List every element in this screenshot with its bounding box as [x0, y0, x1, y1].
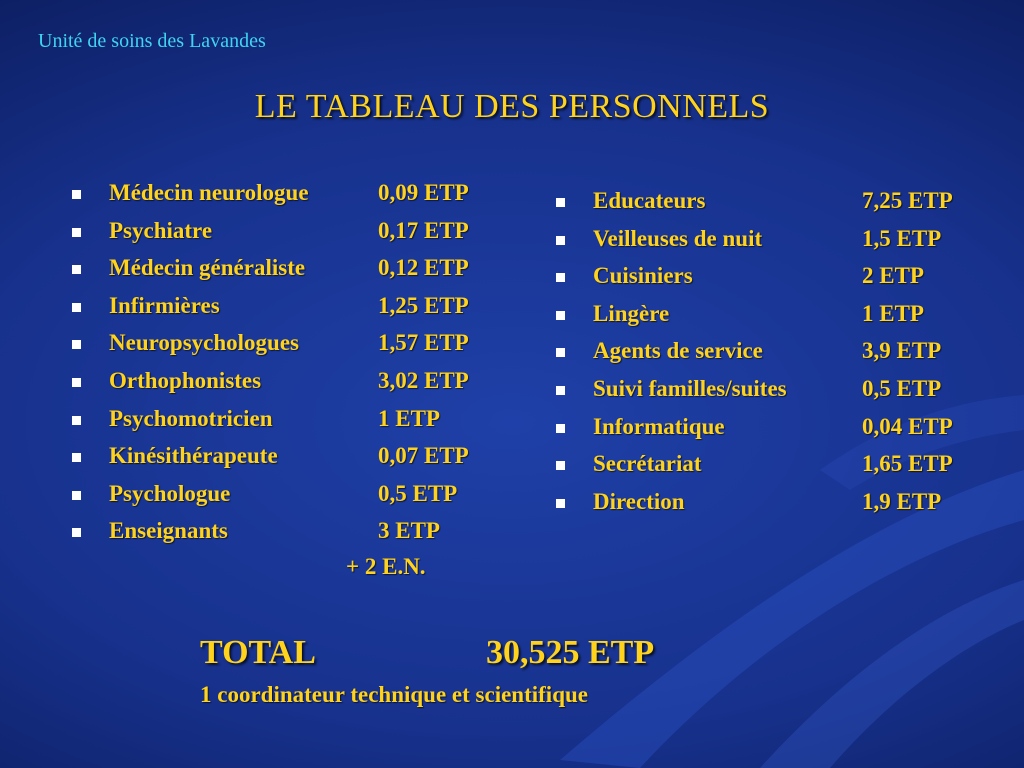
staff-role: Secrétariat: [593, 451, 702, 477]
square-bullet-icon: [556, 386, 565, 395]
staff-etp: 3,9 ETP: [862, 338, 942, 364]
staff-role: Kinésithérapeute: [109, 443, 278, 469]
staff-role: Orthophonistes: [109, 367, 262, 393]
square-bullet-icon: [556, 273, 565, 282]
staff-role: Informatique: [593, 413, 725, 439]
staff-etp: 0,12 ETP: [378, 255, 469, 281]
square-bullet-icon: [72, 228, 81, 237]
header-title: Unité de soins des Lavandes: [38, 30, 266, 52]
total-value: 30,525 ETP: [486, 634, 655, 671]
staff-role: Suivi familles/suites: [593, 375, 787, 401]
staff-role: Psychomotricien: [109, 405, 273, 431]
total-note: 1 coordinateur technique et scientifique: [200, 682, 588, 707]
square-bullet-icon: [72, 190, 81, 199]
staff-role: Veilleuses de nuit: [593, 225, 763, 251]
staff-etp: 1,57 ETP: [378, 330, 469, 356]
staff-role: Direction: [593, 488, 685, 514]
staff-role: Lingère: [593, 300, 670, 326]
staff-etp: 0,09 ETP: [378, 180, 469, 205]
staff-etp: 1,65 ETP: [862, 451, 953, 477]
staff-role: Psychiatre: [109, 217, 213, 243]
square-bullet-icon: [556, 499, 565, 508]
square-bullet-icon: [72, 453, 81, 462]
square-bullet-icon: [72, 378, 81, 387]
staff-role: Psychologue: [109, 480, 231, 506]
staff-role: Infirmières: [109, 292, 220, 318]
page-title: LE TABLEAU DES PERSONNELS: [254, 88, 770, 125]
staff-role: Agents de service: [593, 338, 763, 364]
staff-role: Enseignants: [109, 518, 228, 544]
enseignants-extra: + 2 E.N.: [346, 554, 426, 579]
square-bullet-icon: [72, 340, 81, 349]
staff-role: Médecin généraliste: [109, 255, 306, 281]
square-bullet-icon: [556, 348, 565, 357]
square-bullet-icon: [556, 461, 565, 470]
staff-etp: 1,5 ETP: [862, 225, 942, 251]
staff-etp: 0,5 ETP: [378, 480, 458, 506]
staff-etp: 7,25 ETP: [862, 188, 953, 213]
staff-etp: 1,25 ETP: [378, 292, 469, 318]
square-bullet-icon: [72, 491, 81, 500]
total-label: TOTAL: [200, 634, 316, 671]
staff-role: Educateurs: [593, 188, 706, 213]
staff-etp: 3 ETP: [378, 518, 440, 544]
staff-etp: 1 ETP: [862, 300, 924, 326]
square-bullet-icon: [72, 416, 81, 425]
square-bullet-icon: [556, 236, 565, 245]
staff-etp: 2 ETP: [862, 263, 924, 289]
staff-etp: 1,9 ETP: [862, 488, 942, 514]
staff-etp: 0,17 ETP: [378, 217, 469, 243]
staff-etp: 1 ETP: [378, 405, 440, 431]
square-bullet-icon: [556, 424, 565, 433]
square-bullet-icon: [72, 528, 81, 537]
square-bullet-icon: [556, 198, 565, 207]
staff-role: Cuisiniers: [593, 263, 693, 289]
staff-etp: 0,5 ETP: [862, 375, 942, 401]
square-bullet-icon: [72, 265, 81, 274]
staff-role: Neuropsychologues: [109, 330, 299, 356]
staff-etp: 3,02 ETP: [378, 367, 469, 393]
staff-etp: 0,07 ETP: [378, 443, 469, 469]
staff-etp: 0,04 ETP: [862, 413, 953, 439]
square-bullet-icon: [556, 311, 565, 320]
square-bullet-icon: [72, 303, 81, 312]
staff-role: Médecin neurologue: [109, 180, 309, 205]
